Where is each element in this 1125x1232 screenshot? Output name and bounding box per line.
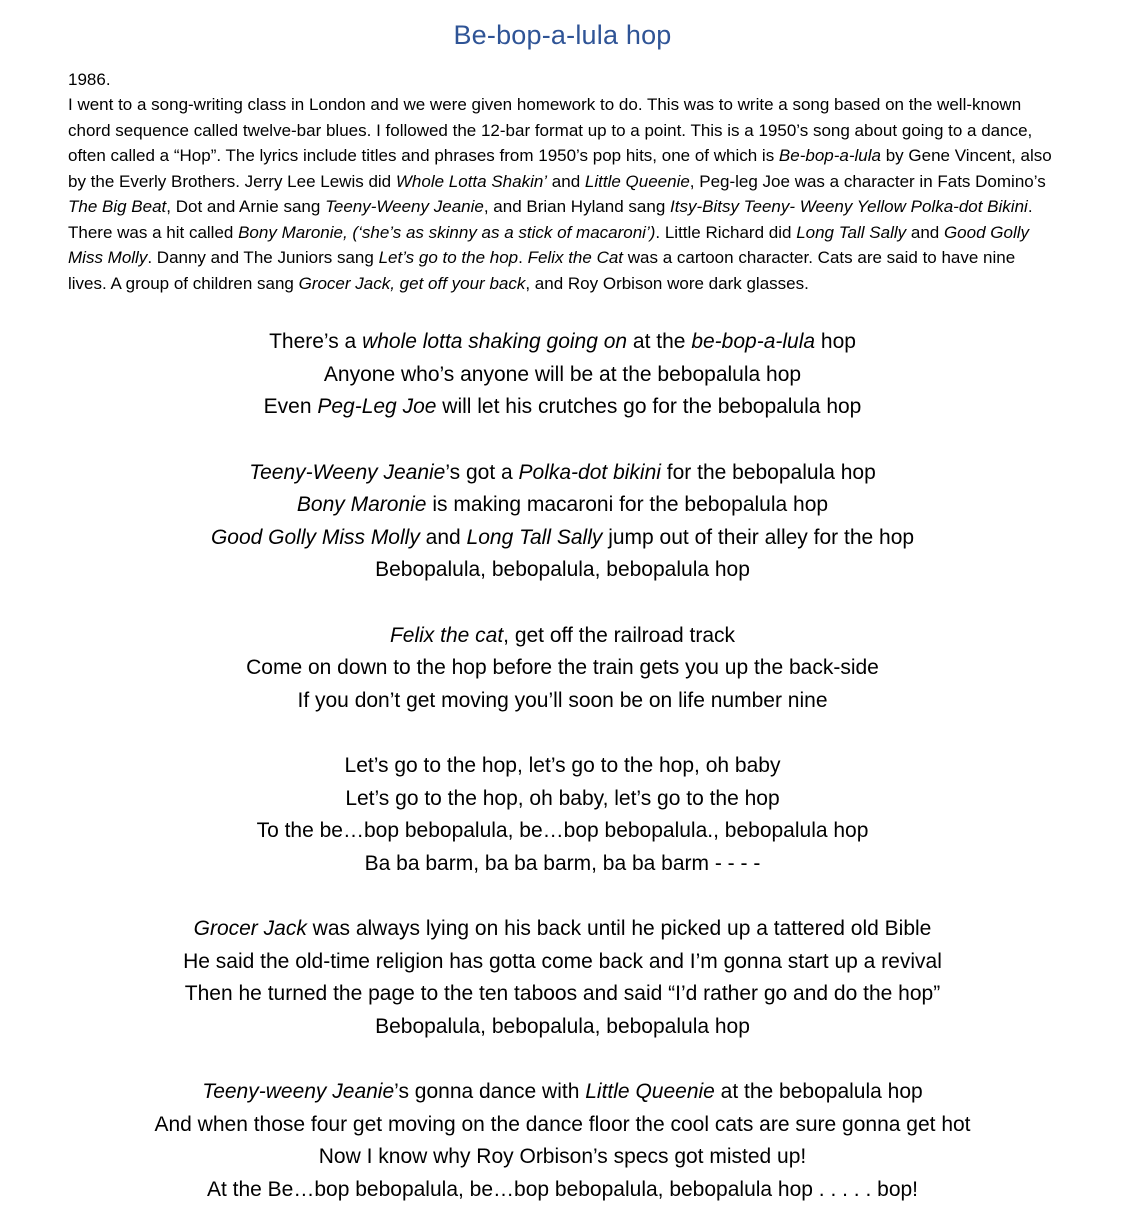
plain-text: Even (263, 395, 318, 418)
lyric-line (68, 554, 1057, 587)
plain-text: Ba ba barm, ba ba barm, ba ba barm - - - - (364, 851, 761, 875)
lyrics-section (68, 326, 1057, 1206)
plain-text: at the (627, 330, 692, 353)
plain-text: ’s gonna dance with (394, 1080, 586, 1103)
lyric-line (68, 1109, 1057, 1142)
italic-text: Good Golly Miss Molly (210, 525, 420, 549)
italic-text: Grocer Jack (193, 917, 307, 940)
lyric-line (68, 489, 1057, 522)
plain-text: ’s got a (445, 460, 519, 484)
lyric-line (68, 848, 1057, 881)
plain-text: At the Be…bop bebopalula, be…bop bebopalula, bebopalula hop . . . . . bop! (206, 1177, 919, 1201)
italic-text: Felix the cat (389, 623, 504, 647)
plain-text: , and Brian Hyland sang (483, 197, 671, 216)
italic-text: Let’s go to the hop (378, 248, 519, 267)
plain-text: and (906, 222, 944, 242)
plain-text: . Danny and The Juniors sang (147, 248, 379, 267)
plain-text: , get off the railroad track (503, 623, 736, 647)
verse-6 (68, 1076, 1057, 1206)
plain-text: , and Roy Orbison wore dark glasses. (525, 273, 809, 293)
italic-text: Grocer Jack, get off your back (298, 273, 526, 293)
plain-text: If you don’t get moving you’ll soon be on life number nine (297, 688, 828, 712)
plain-text: . There was a hit called (68, 197, 1033, 242)
italic-text: Peg-Leg Joe (317, 395, 437, 418)
plain-text: Bebopalula, bebopalula, bebopalula hop (375, 1014, 750, 1038)
plain-text: jump out of their alley for the hop (602, 525, 915, 549)
italic-text: Long Tall Sally (466, 525, 603, 549)
italic-text: Itsy-Bitsy Teeny- Weeny Yellow Polka-dot Bikini (670, 197, 1028, 216)
lyric-line (68, 783, 1057, 816)
plain-text: To the be…bop bebopalula, be…bop bebopalula., bebopalula hop (256, 819, 869, 842)
verse-1 (68, 326, 1057, 424)
italic-text: be-bop-a-lula (691, 330, 816, 353)
lyric-line (68, 1174, 1057, 1207)
lyric-line (68, 1011, 1057, 1044)
page-title: Be-bop-a-lula hop (453, 20, 672, 50)
italic-text: Polka-dot bikini (518, 460, 661, 484)
italic-text: Long Tall Sally (796, 222, 907, 242)
italic-text: The Big Beat (68, 197, 167, 216)
lyric-line (68, 913, 1057, 946)
lyric-line (68, 685, 1057, 718)
lyric-line (68, 1141, 1057, 1174)
lyric-line (68, 359, 1057, 392)
italic-text: Teeny-weeny Jeanie (202, 1080, 395, 1103)
italic-text: Little Queenie (584, 171, 690, 191)
plain-text: Let’s go to the hop, let’s go to the hop, oh baby (344, 754, 781, 777)
italic-text: Felix the Cat (527, 248, 624, 267)
lyric-line (68, 815, 1057, 848)
italic-text: Good Golly Miss Molly (68, 222, 1029, 267)
plain-text: was always lying on his back until he picked up a tattered old Bible (306, 917, 932, 940)
italic-text: Little Queenie (585, 1080, 715, 1103)
lyric-line (68, 326, 1057, 359)
plain-text: Then he turned the page to the ten taboos and said “I’d rather go and do the hop” (184, 982, 941, 1005)
plain-text: is making macaroni for the bebopalula hop (426, 493, 829, 516)
lyric-line (68, 522, 1057, 555)
verse-2 (68, 457, 1057, 587)
verse-5 (68, 913, 1057, 1043)
plain-text: , Peg-leg Joe was a character in Fats Domino’s (689, 171, 1046, 191)
lyric-line (68, 391, 1057, 424)
lyric-line (68, 652, 1057, 685)
italic-text: Teeny-Weeny Jeanie (249, 460, 446, 484)
plain-text: was a cartoon character. Cats are said to have nine lives. A group of children sang (68, 248, 1016, 293)
plain-text: He said the old-time religion has gotta come back and I’m gonna start up a revival (183, 949, 942, 973)
plain-text: There’s a (269, 330, 363, 353)
plain-text: , Dot and Arnie sang (166, 197, 326, 216)
plain-text: at the bebopalula hop (714, 1080, 923, 1103)
intro-paragraph (68, 92, 1057, 296)
lyric-line (68, 946, 1057, 979)
plain-text: . Little Richard did (655, 222, 797, 242)
plain-text: will let his crutches go for the bebopalula hop (436, 395, 862, 418)
italic-text: Whole Lotta Shakin’ (395, 171, 548, 191)
italic-text: Be-bop-a-lula (778, 146, 881, 165)
plain-text: And when those four get moving on the dance floor the cool cats are sure gonna get hot (154, 1112, 971, 1136)
italic-text: whole lotta shaking going on (362, 330, 628, 353)
italic-text: Teeny-Weeny Jeanie (325, 197, 484, 216)
italic-text: Bony Maronie, (‘she’s as skinny as a stick of macaroni’) (238, 222, 656, 242)
verse-3 (68, 620, 1057, 718)
verse-4 (68, 750, 1057, 880)
plain-text: Anyone who’s anyone will be at the bebopalula hop (323, 362, 802, 386)
plain-text: for the bebopalula hop (660, 460, 876, 484)
plain-text: Come on down to the hop before the train gets you up the back-side (246, 656, 879, 679)
italic-text: Bony Maronie (296, 493, 427, 516)
plain-text: and (547, 171, 585, 191)
plain-text: hop (815, 330, 856, 353)
lyric-line (68, 750, 1057, 783)
lyric-line (68, 978, 1057, 1011)
plain-text: Bebopalula, bebopalula, bebopalula hop (375, 558, 750, 581)
plain-text: by Gene Vincent, also by the Everly Brothers. Jerry Lee Lewis did (68, 146, 1052, 191)
lyric-line (68, 457, 1057, 490)
plain-text: Let’s go to the hop, oh baby, let’s go to the hop (345, 786, 780, 810)
year-label: 1986. (68, 70, 111, 89)
lyric-line (68, 1076, 1057, 1109)
plain-text: I went to a song-writing class in London and we were given homework to do. This was to write a song based on the well-known chord sequence called twelve-bar blues. I followed the 12-bar format up to a point. This is a 1950’s song about going to a dance, often called a “Hop”. The lyrics include titles and phrases from 1950’s pop hits, one of which is (68, 95, 1033, 165)
lyric-line (68, 620, 1057, 653)
plain-text: Now I know why Roy Orbison’s specs got misted up! (318, 1145, 807, 1168)
plain-text: . (518, 248, 528, 267)
plain-text: and (419, 525, 467, 549)
